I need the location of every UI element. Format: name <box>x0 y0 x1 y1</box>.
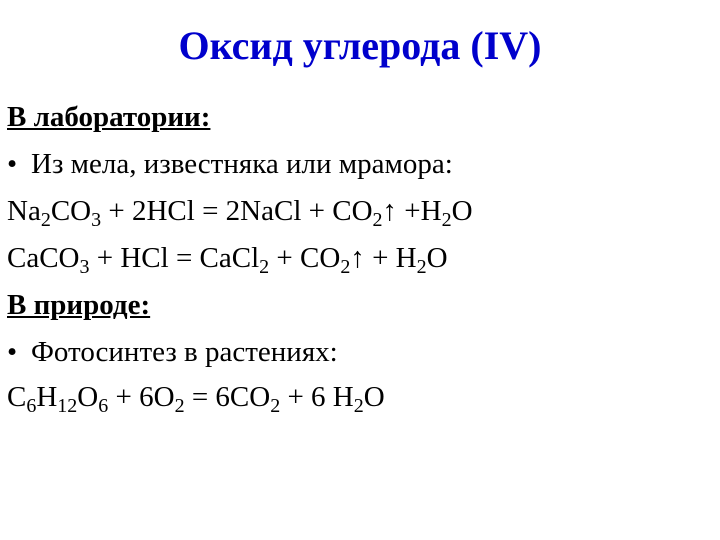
eq-subscript: 2 <box>174 395 185 417</box>
eq-text: = 6CO <box>184 381 271 413</box>
eq-text: + 6 H <box>280 381 354 413</box>
eq-subscript: 2 <box>416 256 427 278</box>
eq-text: + HCl = CaCl <box>89 242 260 274</box>
eq-subscript: 2 <box>340 256 351 278</box>
eq-subscript: 3 <box>91 209 102 231</box>
lab-bullet-item <box>7 147 453 181</box>
eq-subscript: 2 <box>259 256 270 278</box>
slide-title: Оксид углерода (IV) <box>178 23 542 68</box>
eq-subscript: 2 <box>40 209 51 231</box>
eq-subscript: 2 <box>441 209 452 231</box>
eq-subscript: 6 <box>26 395 37 417</box>
eq-text: + CO <box>269 242 341 274</box>
eq-subscript: 2 <box>372 209 383 231</box>
eq-text: O <box>77 381 99 413</box>
equation-sodium-carbonate <box>7 194 473 231</box>
eq-text: O <box>451 195 473 227</box>
nature-bullet-item <box>7 335 338 369</box>
equation-photosynthesis <box>7 380 385 417</box>
nature-heading: В природе: <box>7 289 151 321</box>
eq-text: H <box>36 381 58 413</box>
lab-bullet-text: Из мела, известняка или мрамора: <box>31 148 453 180</box>
eq-text: Na <box>7 195 41 227</box>
eq-subscript: 12 <box>57 395 78 417</box>
eq-text: CaCO <box>7 242 80 274</box>
eq-text: C <box>7 381 27 413</box>
equation-calcium-carbonate <box>7 241 448 278</box>
bullet-icon: • <box>7 336 18 368</box>
bullet-icon: • <box>7 148 18 180</box>
eq-subscript: 3 <box>79 256 90 278</box>
eq-subscript: 6 <box>98 395 109 417</box>
lab-heading: В лаборатории: <box>7 101 211 133</box>
nature-bullet-text: Фотосинтез в растениях: <box>31 336 338 368</box>
eq-text: + 6O <box>108 381 175 413</box>
eq-text: O <box>426 242 448 274</box>
eq-text: CO <box>50 195 92 227</box>
eq-text: + 2HCl = 2NaCl + CO <box>101 195 373 227</box>
eq-text: ↑ + H <box>350 242 417 274</box>
eq-subscript: 2 <box>270 395 281 417</box>
eq-subscript: 2 <box>353 395 364 417</box>
eq-text: ↑ +H <box>382 195 442 227</box>
eq-text: O <box>363 381 385 413</box>
